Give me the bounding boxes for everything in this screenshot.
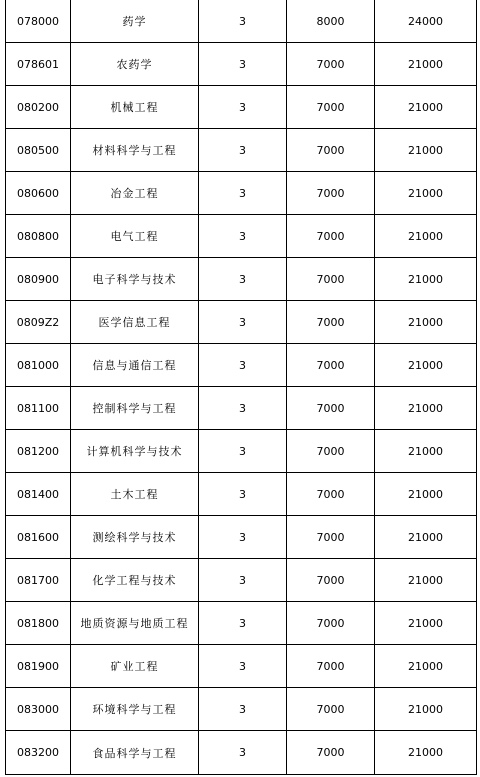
total-fee-cell: 21000 <box>375 172 477 215</box>
program-code-cell: 081200 <box>6 430 71 473</box>
years-cell: 3 <box>199 387 287 430</box>
years-cell: 3 <box>199 301 287 344</box>
years-cell: 3 <box>199 215 287 258</box>
table-row <box>6 516 477 559</box>
program-code-cell: 080600 <box>6 172 71 215</box>
program-name-cell: 环境科学与工程 <box>71 688 199 731</box>
tuition-table <box>5 0 477 775</box>
years-cell: 3 <box>199 731 287 775</box>
program-name-cell: 机械工程 <box>71 86 199 129</box>
annual-fee-cell: 7000 <box>287 559 375 602</box>
table-row <box>6 129 477 172</box>
total-fee-cell: 21000 <box>375 387 477 430</box>
total-fee-cell: 21000 <box>375 129 477 172</box>
years-cell: 3 <box>199 688 287 731</box>
program-code-cell: 081900 <box>6 645 71 688</box>
annual-fee-cell: 7000 <box>287 645 375 688</box>
years-cell: 3 <box>199 430 287 473</box>
annual-fee-cell: 7000 <box>287 430 375 473</box>
table-row <box>6 387 477 430</box>
table-row <box>6 688 477 731</box>
program-code-cell: 081000 <box>6 344 71 387</box>
annual-fee-cell: 7000 <box>287 731 375 775</box>
total-fee-cell: 21000 <box>375 731 477 775</box>
total-fee-cell: 21000 <box>375 344 477 387</box>
program-name-cell: 土木工程 <box>71 473 199 516</box>
annual-fee-cell: 7000 <box>287 258 375 301</box>
program-name-cell: 电气工程 <box>71 215 199 258</box>
program-code-cell: 081600 <box>6 516 71 559</box>
years-cell: 3 <box>199 516 287 559</box>
program-name-cell: 食品科学与工程 <box>71 731 199 775</box>
years-cell: 3 <box>199 473 287 516</box>
program-code-cell: 078601 <box>6 43 71 86</box>
program-code-cell: 078000 <box>6 0 71 43</box>
annual-fee-cell: 7000 <box>287 301 375 344</box>
program-name-cell: 计算机科学与技术 <box>71 430 199 473</box>
years-cell: 3 <box>199 129 287 172</box>
total-fee-cell: 21000 <box>375 602 477 645</box>
tuition-table-body <box>6 0 477 775</box>
program-code-cell: 083200 <box>6 731 71 775</box>
annual-fee-cell: 7000 <box>287 129 375 172</box>
total-fee-cell: 21000 <box>375 473 477 516</box>
total-fee-cell: 21000 <box>375 688 477 731</box>
annual-fee-cell: 7000 <box>287 43 375 86</box>
annual-fee-cell: 7000 <box>287 86 375 129</box>
program-code-cell: 080900 <box>6 258 71 301</box>
program-name-cell: 矿业工程 <box>71 645 199 688</box>
table-row <box>6 43 477 86</box>
table-row <box>6 344 477 387</box>
program-name-cell: 信息与通信工程 <box>71 344 199 387</box>
table-row <box>6 258 477 301</box>
annual-fee-cell: 7000 <box>287 688 375 731</box>
program-code-cell: 081400 <box>6 473 71 516</box>
years-cell: 3 <box>199 43 287 86</box>
table-row <box>6 731 477 775</box>
program-code-cell: 081100 <box>6 387 71 430</box>
program-code-cell: 081800 <box>6 602 71 645</box>
annual-fee-cell: 7000 <box>287 215 375 258</box>
program-code-cell: 080200 <box>6 86 71 129</box>
annual-fee-cell: 8000 <box>287 0 375 43</box>
program-name-cell: 地质资源与地质工程 <box>71 602 199 645</box>
years-cell: 3 <box>199 258 287 301</box>
total-fee-cell: 21000 <box>375 86 477 129</box>
years-cell: 3 <box>199 86 287 129</box>
program-name-cell: 化学工程与技术 <box>71 559 199 602</box>
annual-fee-cell: 7000 <box>287 172 375 215</box>
years-cell: 3 <box>199 344 287 387</box>
annual-fee-cell: 7000 <box>287 473 375 516</box>
program-name-cell: 医学信息工程 <box>71 301 199 344</box>
total-fee-cell: 21000 <box>375 645 477 688</box>
total-fee-cell: 21000 <box>375 258 477 301</box>
years-cell: 3 <box>199 559 287 602</box>
table-row <box>6 645 477 688</box>
program-code-cell: 080800 <box>6 215 71 258</box>
table-row <box>6 172 477 215</box>
program-name-cell: 控制科学与工程 <box>71 387 199 430</box>
total-fee-cell: 21000 <box>375 43 477 86</box>
total-fee-cell: 21000 <box>375 430 477 473</box>
program-code-cell: 0809Z2 <box>6 301 71 344</box>
table-row <box>6 430 477 473</box>
program-name-cell: 材料科学与工程 <box>71 129 199 172</box>
annual-fee-cell: 7000 <box>287 516 375 559</box>
table-row <box>6 86 477 129</box>
total-fee-cell: 21000 <box>375 215 477 258</box>
program-name-cell: 电子科学与技术 <box>71 258 199 301</box>
total-fee-cell: 21000 <box>375 301 477 344</box>
program-code-cell: 080500 <box>6 129 71 172</box>
total-fee-cell: 21000 <box>375 559 477 602</box>
program-name-cell: 农药学 <box>71 43 199 86</box>
program-name-cell: 药学 <box>71 0 199 43</box>
table-row <box>6 215 477 258</box>
years-cell: 3 <box>199 645 287 688</box>
program-name-cell: 测绘科学与技术 <box>71 516 199 559</box>
program-code-cell: 081700 <box>6 559 71 602</box>
annual-fee-cell: 7000 <box>287 387 375 430</box>
total-fee-cell: 24000 <box>375 0 477 43</box>
annual-fee-cell: 7000 <box>287 344 375 387</box>
annual-fee-cell: 7000 <box>287 602 375 645</box>
table-row <box>6 0 477 43</box>
table-row <box>6 559 477 602</box>
total-fee-cell: 21000 <box>375 516 477 559</box>
years-cell: 3 <box>199 0 287 43</box>
years-cell: 3 <box>199 602 287 645</box>
program-name-cell: 冶金工程 <box>71 172 199 215</box>
table-row <box>6 473 477 516</box>
table-row <box>6 301 477 344</box>
years-cell: 3 <box>199 172 287 215</box>
program-code-cell: 083000 <box>6 688 71 731</box>
table-row <box>6 602 477 645</box>
